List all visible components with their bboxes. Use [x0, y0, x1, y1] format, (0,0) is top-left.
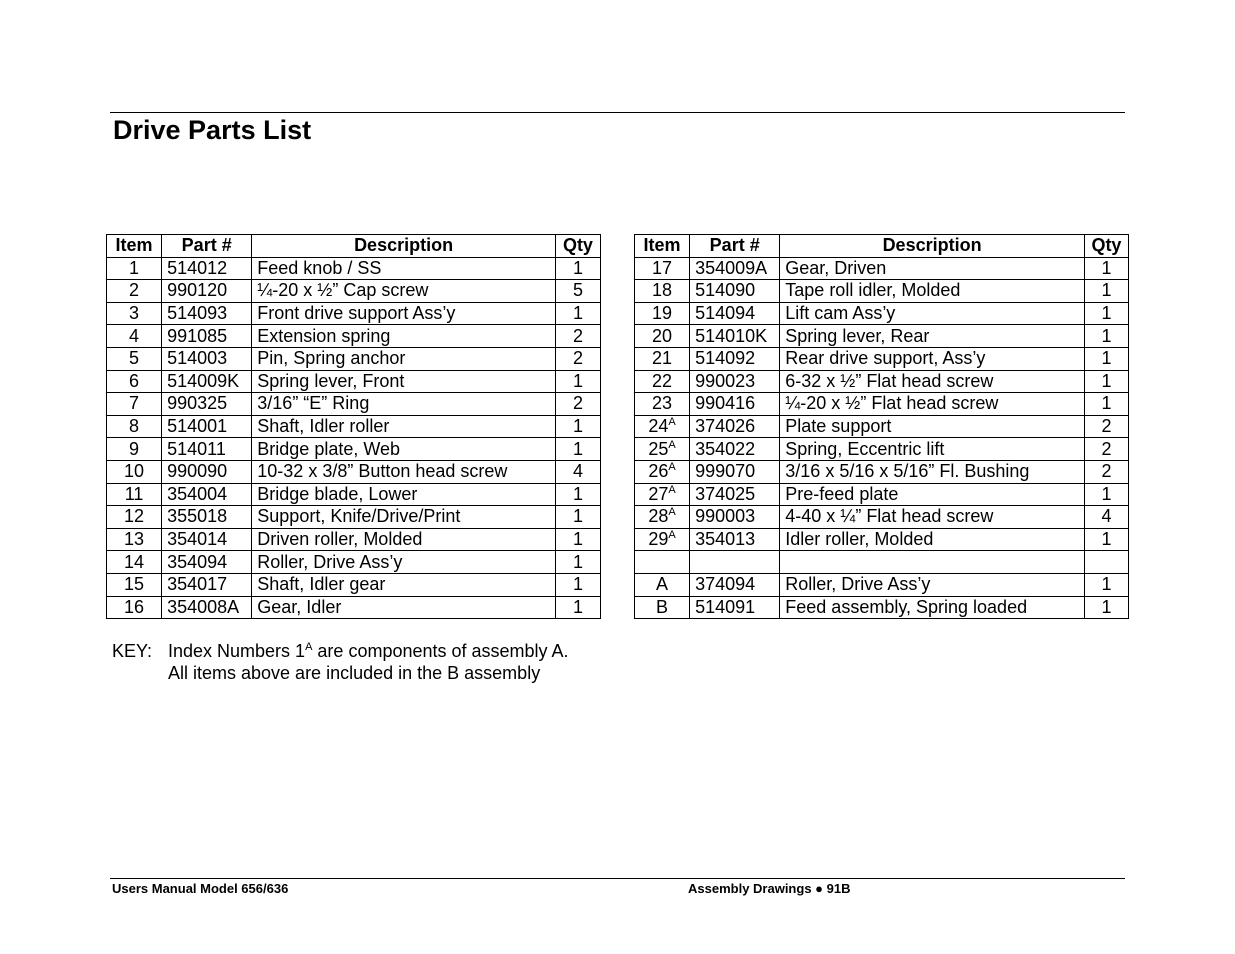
- table-row: [635, 573, 1129, 596]
- qty-cell: 1: [1084, 370, 1128, 393]
- table-row: [107, 438, 601, 461]
- part-number-cell: 990003: [690, 506, 780, 529]
- part-number-cell: 514094: [690, 302, 780, 325]
- part-number-cell: 514011: [162, 438, 252, 461]
- part-number-cell: 514091: [690, 596, 780, 619]
- item-number: 26: [648, 461, 669, 482]
- column-header-item: Item: [107, 235, 162, 258]
- item-cell: [107, 551, 162, 574]
- item-number: B: [656, 596, 669, 617]
- item-cell: [635, 415, 690, 438]
- qty-cell: 2: [1084, 460, 1128, 483]
- item-number: 19: [652, 303, 673, 324]
- description-cell: Plate support: [780, 415, 1085, 438]
- description-cell: [780, 551, 1085, 574]
- qty-cell: 1: [555, 506, 600, 529]
- qty-cell: 1: [1084, 302, 1128, 325]
- key-label: KEY:: [112, 641, 153, 661]
- item-cell: [635, 280, 690, 303]
- part-number-cell: 374094: [690, 573, 780, 596]
- qty-cell: 1: [1084, 573, 1128, 596]
- item-number: 11: [124, 483, 144, 504]
- item-number: 6: [129, 370, 140, 391]
- table-row: [635, 370, 1129, 393]
- description-cell: Gear, Driven: [780, 257, 1085, 280]
- part-number-cell: 514003: [162, 347, 252, 370]
- part-number-cell: 514010K: [690, 325, 780, 348]
- qty-cell: 1: [555, 528, 600, 551]
- column-header-part: Part #: [690, 235, 780, 258]
- key-line-1-superscript: A: [305, 641, 313, 653]
- item-cell: [635, 551, 690, 574]
- part-number-cell: 514092: [690, 347, 780, 370]
- qty-cell: 4: [1084, 506, 1128, 529]
- item-number: 23: [652, 393, 673, 414]
- item-number: 7: [129, 393, 140, 414]
- page-title: Drive Parts List: [113, 115, 312, 145]
- table-row: [635, 325, 1129, 348]
- description-cell: Pin, Spring anchor: [252, 347, 556, 370]
- table-row: [107, 596, 601, 619]
- part-number-cell: 354004: [162, 483, 252, 506]
- item-cell: [107, 483, 162, 506]
- description-cell: Pre-feed plate: [780, 483, 1085, 506]
- item-cell: [107, 370, 162, 393]
- description-cell: Driven roller, Molded: [252, 528, 556, 551]
- item-cell: [107, 528, 162, 551]
- item-cell: [107, 393, 162, 416]
- description-cell: Shaft, Idler roller: [252, 415, 556, 438]
- table-row: [635, 393, 1129, 416]
- description-cell: Shaft, Idler gear: [252, 573, 556, 596]
- item-cell: [635, 347, 690, 370]
- item-number: 29: [648, 529, 669, 550]
- item-number: 18: [652, 280, 673, 301]
- table-body-left: [107, 257, 601, 619]
- item-number: 16: [124, 596, 145, 617]
- table-row: [635, 551, 1129, 574]
- item-number: 8: [129, 416, 140, 437]
- item-cell: [107, 302, 162, 325]
- qty-cell: 1: [555, 370, 600, 393]
- item-superscript: A: [668, 506, 676, 519]
- table-row: [107, 393, 601, 416]
- item-cell: [635, 483, 690, 506]
- table-row: [635, 438, 1129, 461]
- table-row: [635, 280, 1129, 303]
- description-cell: Feed assembly, Spring loaded: [780, 596, 1085, 619]
- table-row: [635, 347, 1129, 370]
- qty-cell: 1: [1084, 393, 1128, 416]
- item-number: 22: [652, 370, 673, 391]
- item-cell: [107, 506, 162, 529]
- item-superscript: A: [668, 461, 676, 474]
- part-number-cell: 354013: [690, 528, 780, 551]
- table-row: [635, 528, 1129, 551]
- table-row: [635, 483, 1129, 506]
- qty-cell: 1: [555, 551, 600, 574]
- item-cell: [107, 280, 162, 303]
- part-number-cell: 514009K: [162, 370, 252, 393]
- item-superscript: A: [668, 416, 676, 429]
- description-cell: 4-40 x ¼” Flat head screw: [780, 506, 1085, 529]
- part-number-cell: 990023: [690, 370, 780, 393]
- item-number: 25: [648, 438, 669, 459]
- item-number: 21: [652, 348, 673, 369]
- table-row: [107, 551, 601, 574]
- table-row: [107, 573, 601, 596]
- qty-cell: 1: [1084, 483, 1128, 506]
- table-row: [107, 325, 601, 348]
- item-number: 2: [129, 280, 140, 301]
- part-number-cell: 374026: [690, 415, 780, 438]
- item-number: A: [656, 574, 669, 595]
- table-row: [635, 460, 1129, 483]
- qty-cell: 1: [1084, 257, 1128, 280]
- item-cell: [107, 596, 162, 619]
- description-cell: Lift cam Ass’y: [780, 302, 1085, 325]
- table-body-right: [635, 257, 1129, 619]
- description-cell: Bridge plate, Web: [252, 438, 556, 461]
- item-superscript: A: [668, 483, 676, 496]
- table-row: [635, 596, 1129, 619]
- description-cell: ¼-20 x ½” Flat head screw: [780, 393, 1085, 416]
- column-header-qty: Qty: [1084, 235, 1128, 258]
- item-number: 28: [648, 506, 669, 527]
- item-cell: [635, 302, 690, 325]
- qty-cell: 1: [1084, 280, 1128, 303]
- qty-cell: 2: [555, 325, 600, 348]
- qty-cell: 1: [555, 438, 600, 461]
- item-number: 12: [124, 506, 145, 527]
- item-cell: [107, 438, 162, 461]
- description-cell: 3/16” “E” Ring: [252, 393, 556, 416]
- parts-table-left: [106, 234, 601, 619]
- qty-cell: 1: [1084, 325, 1128, 348]
- table-row: [107, 302, 601, 325]
- item-number: 9: [129, 438, 140, 459]
- item-cell: [635, 438, 690, 461]
- item-cell: [107, 347, 162, 370]
- part-number-cell: 990120: [162, 280, 252, 303]
- item-number: 14: [124, 551, 145, 572]
- table-row: [635, 415, 1129, 438]
- item-cell: [635, 506, 690, 529]
- qty-cell: 1: [555, 302, 600, 325]
- qty-cell: 1: [555, 483, 600, 506]
- item-cell: [107, 257, 162, 280]
- column-header-description: Description: [780, 235, 1085, 258]
- description-cell: Roller, Drive Ass’y: [780, 573, 1085, 596]
- column-header-item: Item: [635, 235, 690, 258]
- column-header-qty: Qty: [555, 235, 600, 258]
- description-cell: Extension spring: [252, 325, 556, 348]
- table-row: [107, 483, 601, 506]
- key-line-2: All items above are included in the B assembly: [168, 663, 541, 683]
- item-number: 4: [129, 325, 140, 346]
- item-number: 1: [129, 257, 140, 278]
- item-cell: [635, 325, 690, 348]
- key-line-1-text-end: are components of assembly A.: [312, 641, 569, 661]
- description-cell: Support, Knife/Drive/Print: [252, 506, 556, 529]
- description-cell: Tape roll idler, Molded: [780, 280, 1085, 303]
- item-number: 13: [124, 529, 145, 550]
- part-number-cell: [690, 551, 780, 574]
- part-number-cell: 354014: [162, 528, 252, 551]
- qty-cell: 1: [555, 573, 600, 596]
- table-row: [107, 415, 601, 438]
- item-cell: [107, 415, 162, 438]
- table-header-row: [635, 235, 1129, 258]
- item-cell: [635, 573, 690, 596]
- header-rule: [110, 112, 1125, 113]
- qty-cell: 5: [555, 280, 600, 303]
- description-cell: 10-32 x 3/8” Button head screw: [252, 460, 556, 483]
- qty-cell: 2: [555, 347, 600, 370]
- description-cell: Spring, Eccentric lift: [780, 438, 1085, 461]
- part-number-cell: 354008A: [162, 596, 252, 619]
- item-cell: [107, 573, 162, 596]
- part-number-cell: 374025: [690, 483, 780, 506]
- description-cell: Rear drive support, Ass’y: [780, 347, 1085, 370]
- description-cell: Feed knob / SS: [252, 257, 556, 280]
- item-cell: [107, 325, 162, 348]
- part-number-cell: 514012: [162, 257, 252, 280]
- table-row: [107, 347, 601, 370]
- item-cell: [635, 596, 690, 619]
- footer-rule: [110, 878, 1125, 879]
- part-number-cell: 354094: [162, 551, 252, 574]
- item-cell: [635, 257, 690, 280]
- table-row: [635, 302, 1129, 325]
- table-row: [107, 460, 601, 483]
- column-header-part: Part #: [162, 235, 252, 258]
- description-cell: Spring lever, Rear: [780, 325, 1085, 348]
- part-number-cell: 514090: [690, 280, 780, 303]
- key-line-1-text: Index Numbers 1: [168, 641, 306, 661]
- part-number-cell: 990325: [162, 393, 252, 416]
- part-number-cell: 354009A: [690, 257, 780, 280]
- part-number-cell: 991085: [162, 325, 252, 348]
- qty-cell: 1: [1084, 596, 1128, 619]
- part-number-cell: 355018: [162, 506, 252, 529]
- item-number: 27: [648, 483, 669, 504]
- footer-manual-title: Users Manual Model 656/636: [112, 881, 289, 896]
- table-row: [635, 257, 1129, 280]
- qty-cell: 1: [1084, 528, 1128, 551]
- item-cell: [107, 460, 162, 483]
- item-cell: [635, 528, 690, 551]
- qty-cell: 4: [555, 460, 600, 483]
- part-number-cell: 514001: [162, 415, 252, 438]
- qty-cell: 2: [1084, 438, 1128, 461]
- item-cell: [635, 370, 690, 393]
- column-header-description: Description: [252, 235, 556, 258]
- item-superscript: A: [668, 438, 676, 451]
- parts-table-right: [634, 234, 1129, 619]
- table-row: [107, 506, 601, 529]
- item-number: 15: [124, 574, 145, 595]
- qty-cell: 1: [555, 257, 600, 280]
- part-number-cell: 354017: [162, 573, 252, 596]
- part-number-cell: 514093: [162, 302, 252, 325]
- table-row: [107, 528, 601, 551]
- item-number: 24: [648, 416, 669, 437]
- description-cell: Bridge blade, Lower: [252, 483, 556, 506]
- description-cell: 3/16 x 5/16 x 5/16” Fl. Bushing: [780, 460, 1085, 483]
- item-number: 20: [652, 325, 673, 346]
- item-cell: [635, 393, 690, 416]
- item-number: 3: [129, 303, 140, 324]
- item-number: 5: [129, 348, 140, 369]
- description-cell: Idler roller, Molded: [780, 528, 1085, 551]
- table-row: [107, 280, 601, 303]
- key-line-1: [168, 640, 569, 662]
- part-number-cell: 354022: [690, 438, 780, 461]
- table-row: [635, 506, 1129, 529]
- qty-cell: 1: [555, 596, 600, 619]
- description-cell: Roller, Drive Ass’y: [252, 551, 556, 574]
- table-row: [107, 370, 601, 393]
- table-row: [107, 257, 601, 280]
- item-number: 10: [124, 461, 145, 482]
- item-superscript: A: [668, 529, 676, 542]
- qty-cell: 2: [555, 393, 600, 416]
- qty-cell: [1084, 551, 1128, 574]
- qty-cell: 1: [1084, 347, 1128, 370]
- part-number-cell: 990416: [690, 393, 780, 416]
- footer-page-reference: Assembly Drawings ● 91B: [688, 881, 851, 896]
- description-cell: 6-32 x ½” Flat head screw: [780, 370, 1085, 393]
- description-cell: Spring lever, Front: [252, 370, 556, 393]
- qty-cell: 1: [555, 415, 600, 438]
- description-cell: ¼-20 x ½” Cap screw: [252, 280, 556, 303]
- part-number-cell: 999070: [690, 460, 780, 483]
- qty-cell: 2: [1084, 415, 1128, 438]
- description-cell: Front drive support Ass’y: [252, 302, 556, 325]
- item-cell: [635, 460, 690, 483]
- table-header-row: [107, 235, 601, 258]
- item-number: 17: [652, 257, 673, 278]
- description-cell: Gear, Idler: [252, 596, 556, 619]
- part-number-cell: 990090: [162, 460, 252, 483]
